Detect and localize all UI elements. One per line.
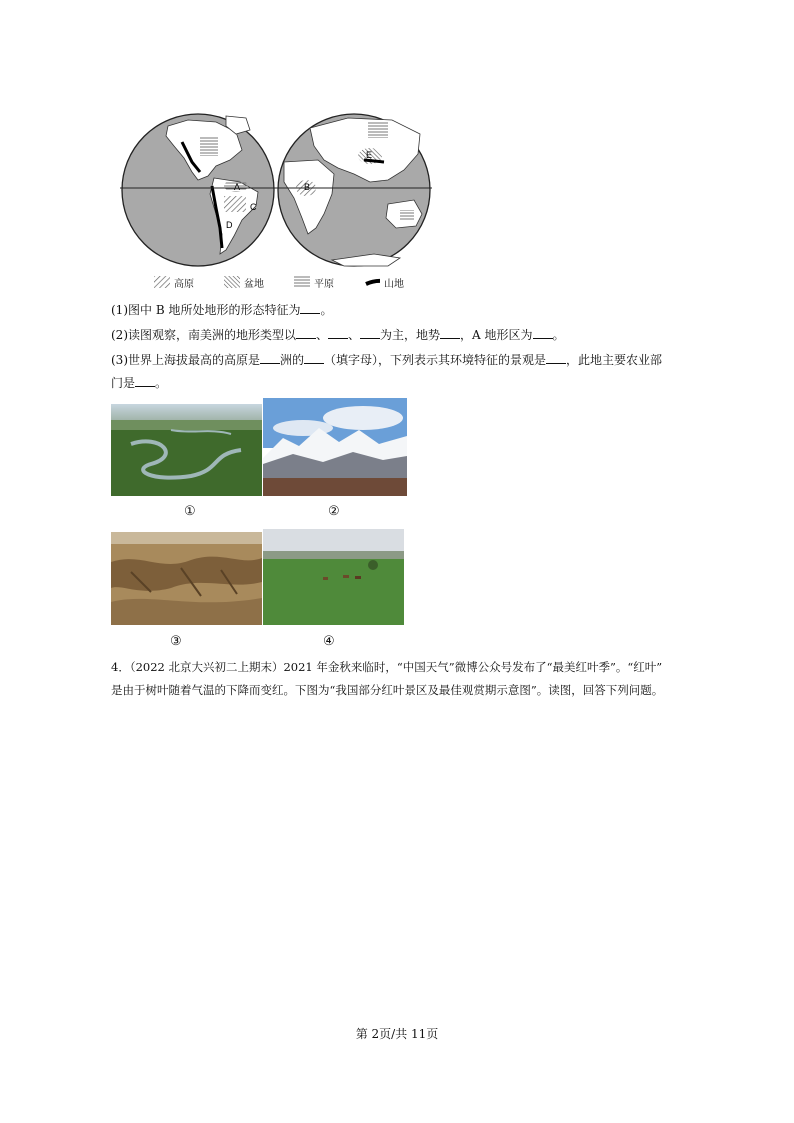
blank[interactable] — [546, 352, 566, 364]
question-3-line2: 门是 。 — [111, 376, 168, 390]
blank[interactable] — [440, 327, 460, 339]
legend-mountain: 山地 — [364, 274, 404, 290]
question-4-line1: 4．（2022 北京大兴初二上期末）2021 年金秋来临时，“中国天气”微博公众号发布了“最美红叶季”。“红叶” — [111, 660, 663, 674]
page-number: 第 2页/共 11页 — [355, 1027, 439, 1041]
blank[interactable] — [300, 302, 320, 314]
question-4-line2: 是由于树叶随着气温的下降而变红。下图为“我国部分红叶景区及最佳观赏期示意图”。读图，回答下列问题。 — [111, 683, 664, 697]
blank[interactable] — [135, 375, 155, 387]
photo-snow-mountains — [263, 398, 407, 496]
caption-4: ④ — [323, 634, 335, 649]
blank[interactable] — [304, 352, 324, 364]
label-e: E — [366, 150, 373, 160]
blank[interactable] — [260, 352, 280, 364]
blank[interactable] — [328, 327, 348, 339]
photo-grassland — [263, 529, 404, 625]
caption-3: ③ — [170, 634, 182, 649]
blank[interactable] — [360, 327, 380, 339]
legend-plateau: 高原 — [154, 274, 194, 290]
question-2: (2)读图观察，南美洲的地形类型以 、 、 为主，地势 ，A 地形区为 。 — [111, 328, 565, 342]
label-b: B — [304, 182, 311, 192]
label-a: A — [234, 182, 241, 192]
photo-loess-plateau — [111, 532, 262, 625]
photo-rainforest — [111, 404, 262, 496]
map-legend — [154, 274, 434, 290]
caption-1: ① — [184, 504, 196, 519]
legend-plain: 平原 — [294, 274, 334, 290]
question-3-line1: (3)世界上海拔最高的高原是 洲的 （填字母），下列表示其环境特征的景观是 ，此地主要农业部 — [111, 353, 663, 367]
world-map — [118, 110, 434, 270]
blank[interactable] — [533, 327, 553, 339]
question-1: (1)图中 B 地所处地形的形态特征为 。 — [111, 303, 333, 317]
label-c: C — [250, 202, 257, 212]
legend-basin: 盆地 — [224, 274, 264, 290]
caption-2: ② — [328, 504, 340, 519]
blank[interactable] — [296, 327, 316, 339]
label-d: D — [226, 220, 233, 230]
